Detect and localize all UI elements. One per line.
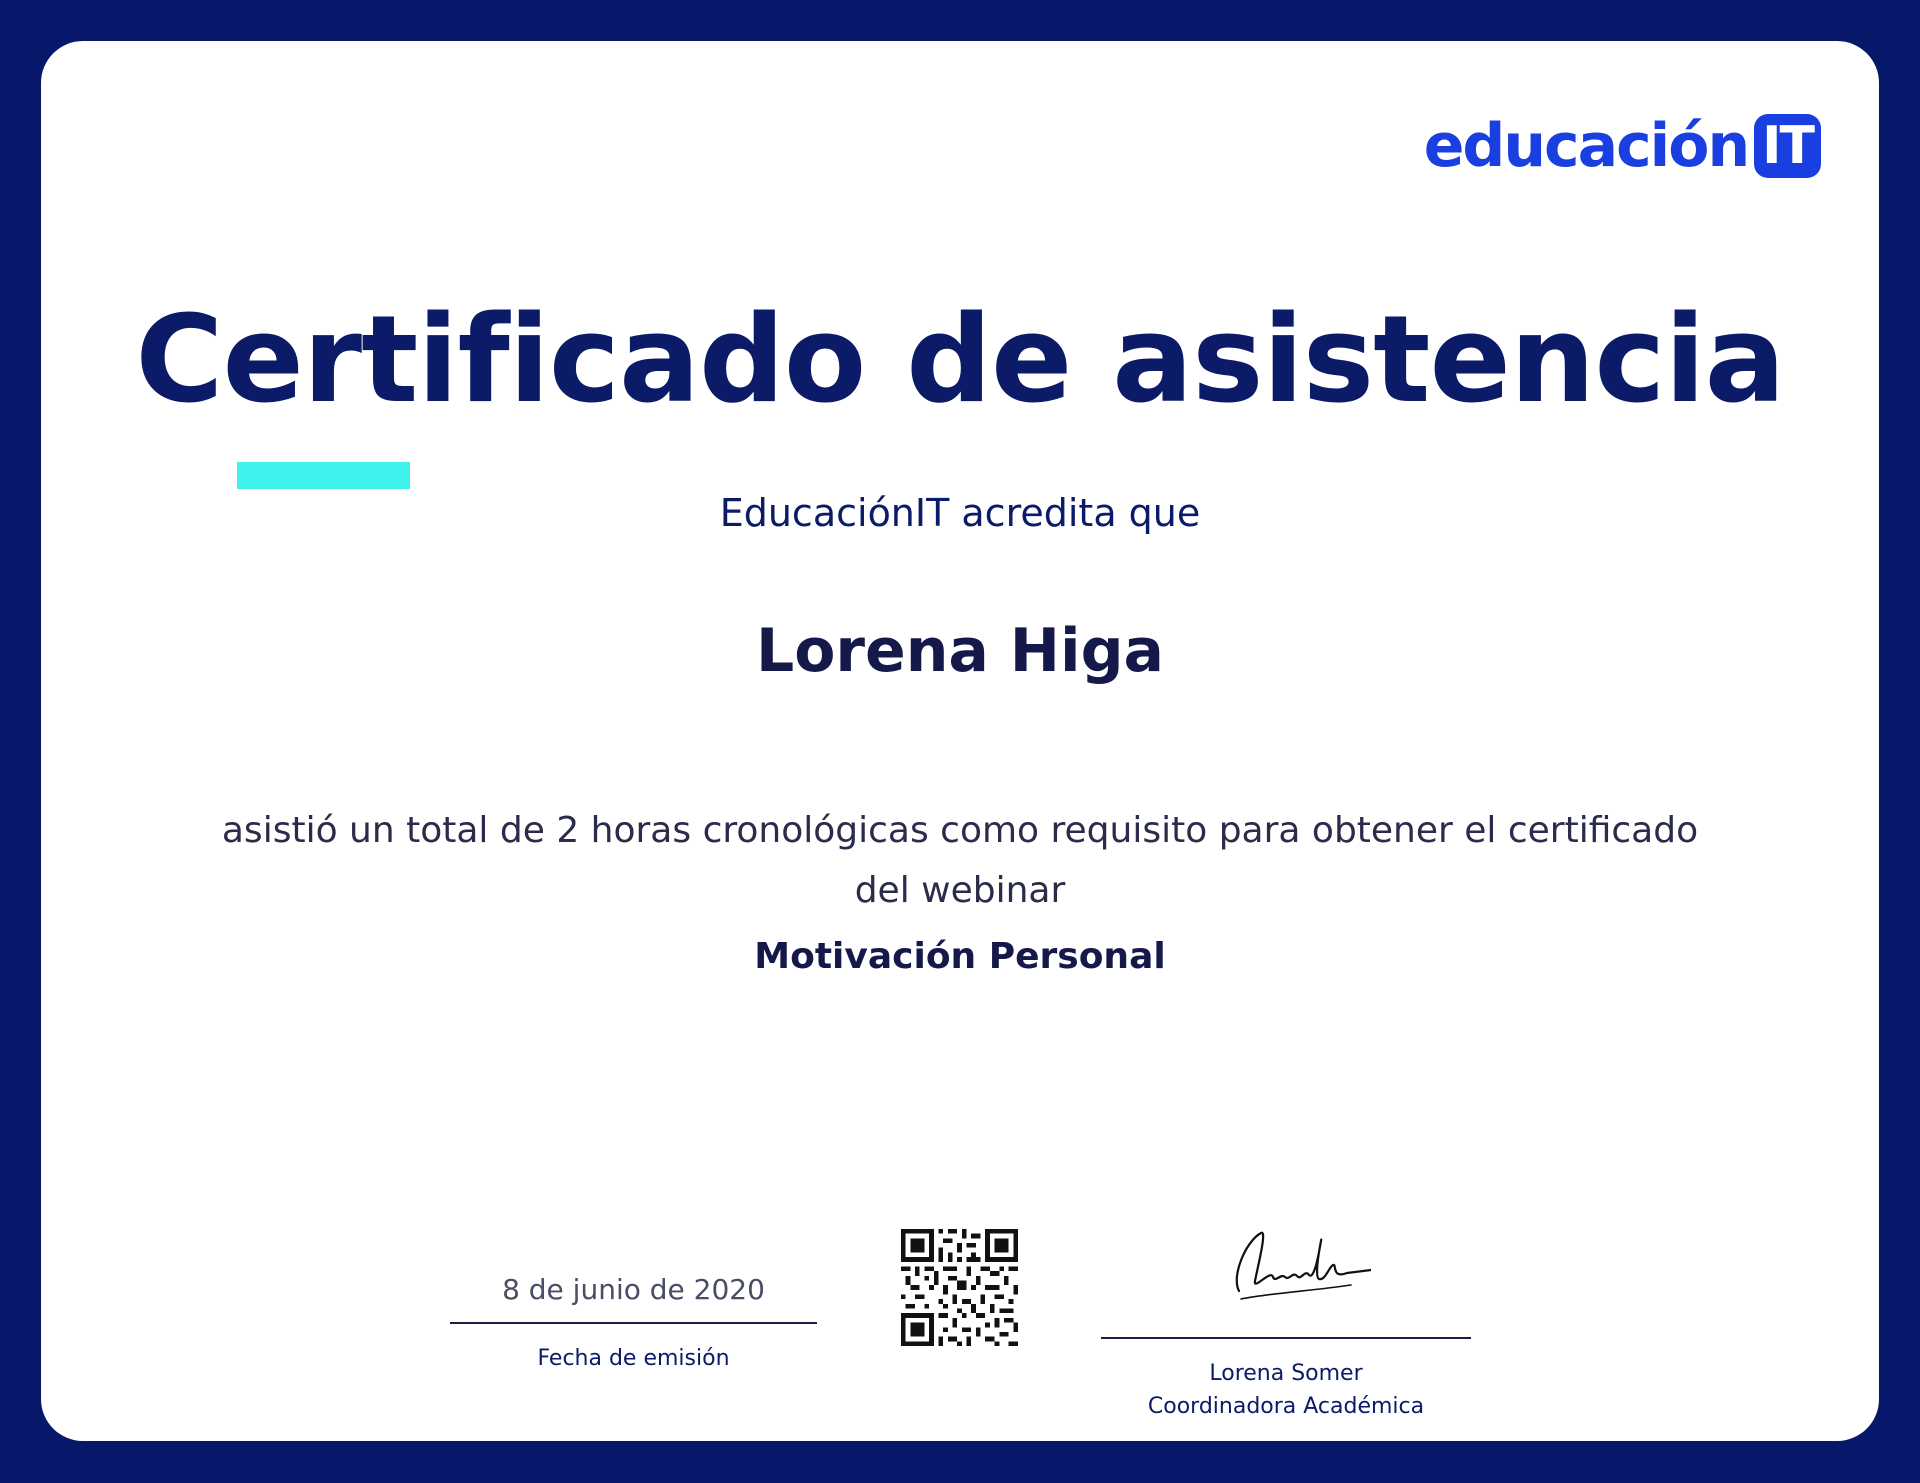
signatory-name: Lorena Somer	[1209, 1361, 1363, 1386]
certificate-title: Certificado de asistencia	[135, 291, 1785, 430]
handwritten-signature	[1201, 1221, 1371, 1321]
issue-date-label: Fecha de emisión	[537, 1346, 730, 1371]
signatory-role: Coordinadora Académica	[1147, 1394, 1425, 1419]
attendance-text-line-1: asistió un total de 2 horas cronológicas como requisito para obtener el certificado	[221, 810, 1699, 851]
accredit-line: EducaciónIT acredita que	[719, 491, 1201, 535]
attendance-text	[191, 801, 1729, 921]
issue-date: 8 de junio de 2020	[450, 1273, 817, 1324]
certificate-card	[41, 41, 1879, 1441]
educacionit-logo	[1424, 111, 1821, 181]
accent-bar	[237, 462, 410, 489]
signature-block	[1101, 1221, 1471, 1419]
course-name: Motivación Personal	[754, 936, 1166, 977]
qr-code-icon	[901, 1229, 1018, 1346]
issue-date-block	[450, 1273, 817, 1371]
logo-word: educación	[1423, 111, 1749, 181]
attendance-text-line-2: del webinar	[854, 870, 1066, 911]
recipient-name: Lorena Higa	[755, 616, 1165, 686]
signature-line	[1101, 1337, 1471, 1339]
logo-badge: IT	[1754, 114, 1821, 178]
